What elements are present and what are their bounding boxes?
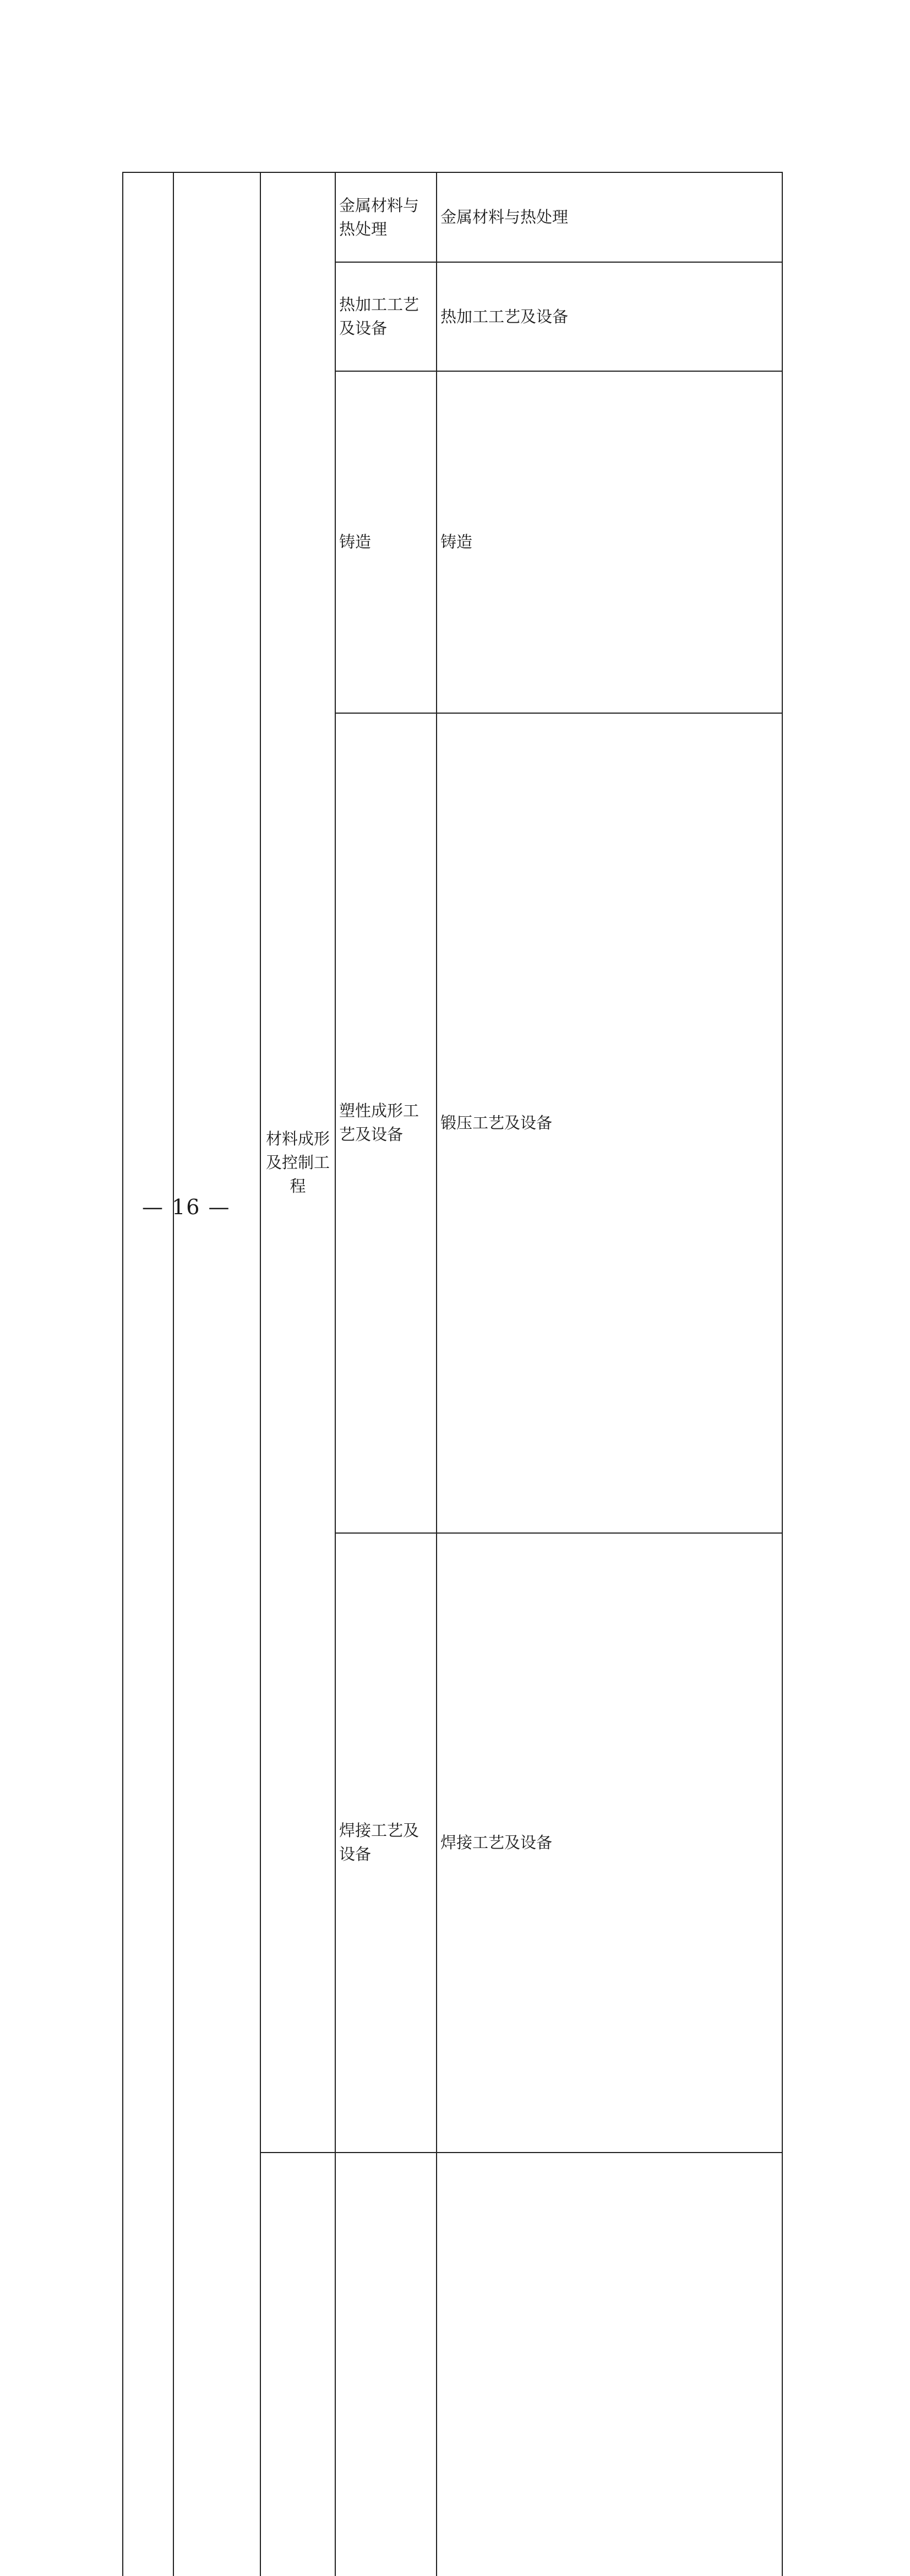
- direction-cell: 锻压工艺及设备: [437, 713, 782, 1533]
- category-cell: 材料成形及控制工程: [260, 172, 335, 2153]
- direction-cell: [437, 2153, 782, 2576]
- direction-cell: 焊接工艺及设备: [437, 1533, 782, 2153]
- major-cell: 金属材料与热处理: [335, 172, 437, 262]
- category-cell: [260, 2153, 335, 2576]
- major-cell: 热加工工艺及设备: [335, 262, 437, 371]
- direction-cell: 铸造: [437, 371, 782, 713]
- direction-cell: 金属材料与热处理: [437, 172, 782, 262]
- direction-cell: 热加工工艺及设备: [437, 262, 782, 371]
- major-cell: 铸造: [335, 371, 437, 713]
- blank-column-1: [123, 172, 173, 2576]
- blank-column-2: [173, 172, 260, 2576]
- major-table: [122, 172, 783, 2576]
- major-cell: 塑性成形工艺及设备: [335, 713, 437, 1533]
- major-cell: [335, 2153, 437, 2576]
- major-cell: 焊接工艺及设备: [335, 1533, 437, 2153]
- page-number: — 16 —: [142, 1195, 231, 1219]
